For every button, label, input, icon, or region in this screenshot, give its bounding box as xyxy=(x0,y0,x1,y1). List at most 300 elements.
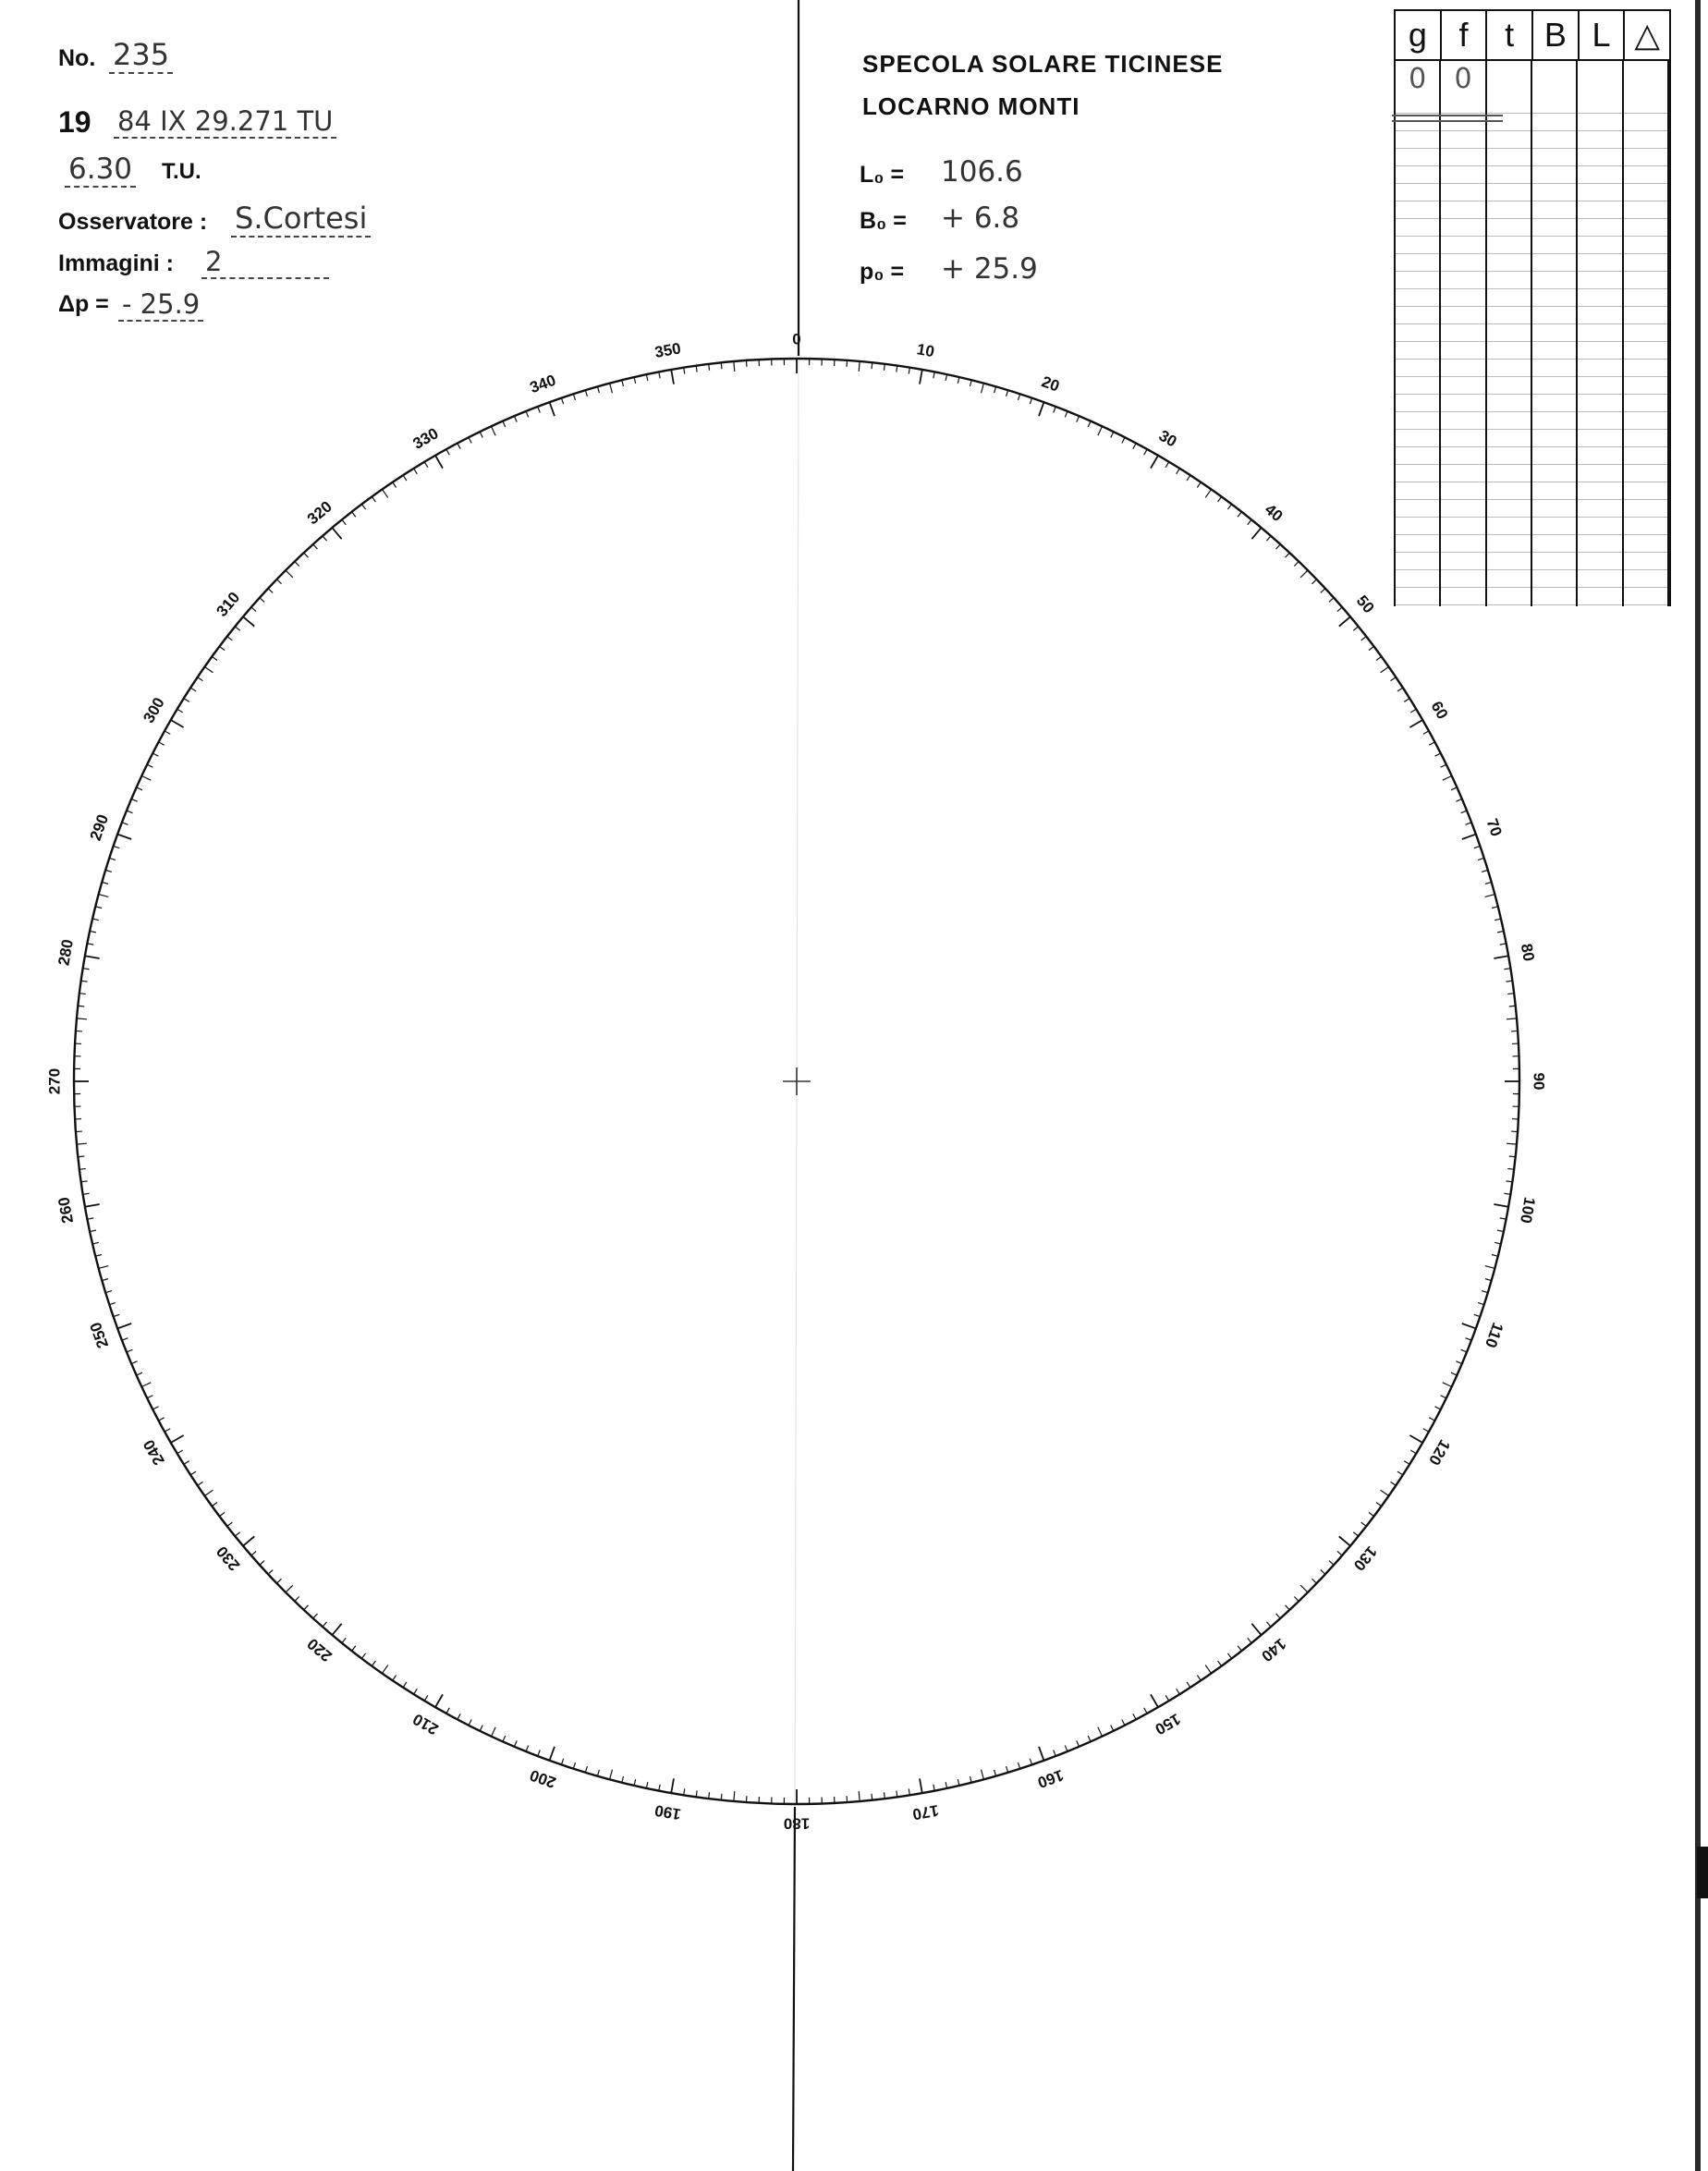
tick-21 xyxy=(1054,407,1056,413)
scan-edge-mark xyxy=(1697,1847,1708,1898)
tick-234 xyxy=(212,1503,217,1506)
tick-135 xyxy=(1300,1585,1308,1592)
tick-165 xyxy=(982,1770,984,1780)
tick-194 xyxy=(622,1776,624,1783)
tick-97 xyxy=(1507,1168,1514,1169)
tick-100 xyxy=(1494,1204,1508,1207)
tick-203 xyxy=(514,1740,517,1746)
angle-label-250: 250 xyxy=(86,1320,113,1351)
angle-label-210: 210 xyxy=(409,1710,442,1738)
number-value[interactable]: 235 xyxy=(109,37,173,74)
tick-313 xyxy=(268,589,273,593)
angle-label-10: 10 xyxy=(915,340,936,361)
angle-label-100: 100 xyxy=(1516,1195,1539,1226)
tick-154 xyxy=(1111,1726,1114,1731)
tick-34 xyxy=(1197,482,1201,488)
tick-211 xyxy=(424,1695,428,1701)
tick-242 xyxy=(159,1418,165,1421)
tick-224 xyxy=(295,1596,299,1601)
tick-37 xyxy=(1227,504,1231,509)
tick-196 xyxy=(597,1770,599,1776)
tick-57 xyxy=(1397,688,1403,691)
tick-40 xyxy=(1251,528,1261,539)
tick-27 xyxy=(1122,437,1125,443)
tick-233 xyxy=(219,1512,225,1516)
tick-46 xyxy=(1312,579,1316,584)
tick-115 xyxy=(1443,1383,1452,1387)
tick-36 xyxy=(1218,496,1222,502)
table-double-rule xyxy=(1392,115,1503,122)
tick-158 xyxy=(1065,1746,1068,1751)
angle-label-270: 270 xyxy=(45,1067,64,1095)
tick-13 xyxy=(958,377,959,384)
tick-144 xyxy=(1218,1661,1222,1666)
angle-label-0: 0 xyxy=(792,330,801,348)
column-l xyxy=(1578,59,1623,606)
tick-151 xyxy=(1144,1708,1147,1714)
angle-label-300: 300 xyxy=(140,694,168,726)
observatory-name: SPECOLA SOLARE TICINESE xyxy=(862,50,1224,78)
tick-129 xyxy=(1353,1532,1358,1536)
tick-141 xyxy=(1248,1638,1251,1642)
tick-69 xyxy=(1466,823,1472,825)
tick-140 xyxy=(1251,1624,1261,1635)
b0-value[interactable]: + 6.8 xyxy=(941,201,1020,235)
tick-67 xyxy=(1456,799,1461,801)
tick-116 xyxy=(1441,1396,1446,1398)
angle-label-80: 80 xyxy=(1517,942,1538,963)
tick-133 xyxy=(1321,1570,1325,1575)
tick-333 xyxy=(469,437,471,443)
tick-325 xyxy=(382,489,387,497)
angle-label-200: 200 xyxy=(527,1765,558,1792)
tick-11 xyxy=(933,372,934,378)
tick-236 xyxy=(198,1482,203,1485)
tick-24 xyxy=(1088,421,1091,427)
header-f: f xyxy=(1442,11,1488,59)
tick-284 xyxy=(95,907,102,909)
tick-288 xyxy=(109,858,116,860)
tick-255 xyxy=(99,1266,109,1269)
tick-193 xyxy=(634,1779,636,1786)
tick-304 xyxy=(198,677,203,681)
tick-85 xyxy=(1507,1018,1517,1019)
table-body xyxy=(1396,59,1669,606)
tick-136 xyxy=(1294,1596,1299,1601)
tick-157 xyxy=(1077,1740,1080,1746)
tick-332 xyxy=(458,444,460,449)
tick-263 xyxy=(79,1168,86,1169)
tick-120 xyxy=(1409,1435,1422,1443)
tick-306 xyxy=(212,656,217,660)
tick-285 xyxy=(99,895,109,897)
tick-123 xyxy=(1397,1471,1403,1475)
tick-164 xyxy=(994,1770,996,1776)
column-delta xyxy=(1624,59,1669,606)
scan-edge xyxy=(1695,0,1701,2171)
tick-128 xyxy=(1361,1522,1367,1526)
angle-label-70: 70 xyxy=(1482,816,1506,839)
observer-value[interactable]: S.Cortesi xyxy=(231,201,371,238)
angle-label-320: 320 xyxy=(303,497,336,529)
tick-175 xyxy=(859,1791,860,1801)
angle-label-30: 30 xyxy=(1155,426,1180,451)
tick-33 xyxy=(1187,475,1190,481)
angle-label-280: 280 xyxy=(55,937,78,968)
tick-53 xyxy=(1369,646,1374,650)
tick-29 xyxy=(1144,449,1147,455)
tick-52 xyxy=(1361,637,1367,640)
tick-301 xyxy=(177,709,183,713)
tick-201 xyxy=(538,1750,541,1757)
tick-232 xyxy=(227,1522,233,1526)
tick-197 xyxy=(585,1766,587,1773)
angle-label-240: 240 xyxy=(140,1436,168,1469)
tick-308 xyxy=(227,637,233,640)
tick-130 xyxy=(1339,1536,1350,1545)
tick-309 xyxy=(235,627,239,630)
tick-163 xyxy=(1006,1766,1008,1773)
tick-73 xyxy=(1482,870,1488,872)
tick-41 xyxy=(1266,536,1271,541)
angle-label-110: 110 xyxy=(1481,1320,1507,1350)
angle-label-340: 340 xyxy=(527,371,558,397)
tick-300 xyxy=(171,720,184,727)
tick-228 xyxy=(260,1561,264,1566)
tick-350 xyxy=(671,370,674,384)
tick-237 xyxy=(190,1471,196,1475)
tick-14 xyxy=(970,380,971,386)
tick-48 xyxy=(1329,598,1334,603)
tick-72 xyxy=(1478,858,1484,860)
tick-353 xyxy=(709,364,710,371)
delta-p-label: Δp = xyxy=(58,291,109,317)
tick-187 xyxy=(709,1792,710,1799)
tick-338 xyxy=(526,411,529,417)
tick-319 xyxy=(323,536,327,541)
tick-198 xyxy=(573,1762,575,1769)
tick-62 xyxy=(1429,742,1434,745)
tick-68 xyxy=(1461,811,1467,813)
tick-111 xyxy=(1466,1338,1472,1341)
tick-61 xyxy=(1423,731,1429,734)
tick-186 xyxy=(721,1794,722,1800)
tick-155 xyxy=(1098,1727,1103,1737)
column-t xyxy=(1487,59,1532,606)
tick-317 xyxy=(304,553,309,557)
tick-118 xyxy=(1429,1418,1434,1421)
tick-282 xyxy=(90,931,96,932)
tick-117 xyxy=(1435,1407,1441,1409)
tick-15 xyxy=(982,384,984,394)
time-value[interactable]: 6.30 xyxy=(65,152,136,188)
tick-321 xyxy=(342,519,346,524)
tick-315 xyxy=(286,570,293,578)
tick-20 xyxy=(1039,402,1043,416)
tick-147 xyxy=(1187,1682,1190,1688)
tick-104 xyxy=(1492,1254,1498,1256)
tick-330 xyxy=(435,456,443,469)
tick-259 xyxy=(87,1218,93,1219)
tick-131 xyxy=(1337,1551,1342,1555)
tick-291 xyxy=(122,823,128,825)
angle-label-60: 60 xyxy=(1427,698,1452,723)
tick-329 xyxy=(424,462,428,468)
tick-22 xyxy=(1065,411,1068,417)
tick-23 xyxy=(1077,416,1080,421)
tick-349 xyxy=(659,372,660,378)
tick-59 xyxy=(1410,709,1416,713)
tick-42 xyxy=(1276,544,1281,549)
tick-337 xyxy=(514,416,517,421)
cell-f-1[interactable]: 0 xyxy=(1454,63,1472,95)
tick-74 xyxy=(1485,882,1492,884)
p0-value[interactable]: + 25.9 xyxy=(941,252,1038,286)
date-year-printed: 19 xyxy=(58,105,92,139)
tick-30 xyxy=(1151,456,1158,469)
tick-95 xyxy=(1507,1143,1517,1144)
tick-344 xyxy=(597,386,599,393)
tick-289 xyxy=(114,846,120,848)
tick-318 xyxy=(313,544,318,549)
l0-value[interactable]: 106.6 xyxy=(941,155,1023,189)
tick-79 xyxy=(1500,944,1507,945)
tick-195 xyxy=(610,1770,613,1780)
tick-265 xyxy=(77,1143,87,1144)
tick-192 xyxy=(646,1782,647,1788)
tick-296 xyxy=(147,764,152,767)
header-b: B xyxy=(1533,11,1580,59)
angle-label-130: 130 xyxy=(1349,1543,1381,1575)
tick-290 xyxy=(117,835,131,839)
tick-55 xyxy=(1381,666,1389,672)
tick-134 xyxy=(1312,1579,1316,1583)
tick-260 xyxy=(85,1204,100,1207)
tick-336 xyxy=(503,421,506,427)
angle-label-190: 190 xyxy=(653,1800,683,1823)
b0-label: B₀ = xyxy=(860,208,907,234)
number-label: No. xyxy=(58,45,96,71)
tick-76 xyxy=(1492,907,1498,909)
tick-199 xyxy=(561,1759,563,1765)
tick-241 xyxy=(165,1429,170,1432)
tick-25 xyxy=(1098,426,1103,435)
tick-121 xyxy=(1410,1450,1416,1454)
tick-43 xyxy=(1286,553,1290,557)
tick-70 xyxy=(1462,835,1476,839)
tick-223 xyxy=(304,1605,309,1610)
tick-17 xyxy=(1006,390,1008,396)
count-table xyxy=(1394,9,1671,606)
angle-label-140: 140 xyxy=(1258,1634,1290,1665)
tick-214 xyxy=(393,1676,396,1681)
tick-229 xyxy=(251,1551,256,1555)
time-label: T.U. xyxy=(162,159,201,184)
tick-204 xyxy=(503,1736,506,1741)
angle-label-330: 330 xyxy=(409,424,442,453)
tick-109 xyxy=(1474,1314,1481,1316)
column-f xyxy=(1441,59,1486,606)
tick-137 xyxy=(1286,1605,1290,1610)
tick-312 xyxy=(260,598,264,603)
tick-348 xyxy=(646,374,647,381)
tick-342 xyxy=(573,394,575,400)
tick-31 xyxy=(1165,462,1169,468)
tick-339 xyxy=(538,407,541,413)
angle-label-20: 20 xyxy=(1039,372,1062,396)
tick-10 xyxy=(920,370,922,384)
tick-119 xyxy=(1423,1429,1429,1432)
tick-314 xyxy=(276,579,281,584)
tick-170 xyxy=(920,1778,922,1793)
tick-160 xyxy=(1039,1747,1043,1761)
p0-label: p₀ = xyxy=(860,259,905,285)
tick-145 xyxy=(1205,1665,1211,1674)
tick-114 xyxy=(1451,1372,1457,1375)
tick-249 xyxy=(122,1338,128,1341)
tick-230 xyxy=(243,1536,254,1545)
tick-106 xyxy=(1485,1279,1492,1281)
delta-p-value[interactable]: - 25.9 xyxy=(118,288,203,322)
tick-56 xyxy=(1391,677,1397,681)
images-label: Immagini : xyxy=(58,250,175,276)
tick-39 xyxy=(1248,519,1251,524)
tick-220 xyxy=(332,1624,341,1635)
tick-215 xyxy=(382,1665,387,1674)
tick-341 xyxy=(561,398,563,405)
angle-label-260: 260 xyxy=(55,1195,78,1226)
tick-153 xyxy=(1122,1720,1125,1726)
tick-58 xyxy=(1404,699,1409,702)
tick-264 xyxy=(78,1156,84,1157)
tick-63 xyxy=(1435,753,1441,756)
tick-102 xyxy=(1497,1230,1504,1231)
angle-label-170: 170 xyxy=(910,1800,941,1823)
tick-143 xyxy=(1227,1653,1231,1659)
tick-218 xyxy=(352,1646,356,1652)
tick-71 xyxy=(1474,846,1481,848)
tick-354 xyxy=(721,362,722,369)
tick-217 xyxy=(361,1653,365,1659)
table-header-row xyxy=(1396,9,1669,61)
angle-label-90: 90 xyxy=(1530,1072,1548,1091)
tick-248 xyxy=(127,1349,132,1352)
tick-124 xyxy=(1391,1482,1397,1485)
tick-297 xyxy=(152,753,158,756)
angle-label-50: 50 xyxy=(1352,592,1378,617)
tick-247 xyxy=(131,1361,137,1364)
column-g xyxy=(1396,59,1441,606)
angle-label-350: 350 xyxy=(653,339,683,362)
tick-5 xyxy=(859,361,860,372)
tick-161 xyxy=(1030,1759,1031,1765)
tick-112 xyxy=(1461,1349,1467,1352)
tick-35 xyxy=(1205,489,1211,497)
tick-142 xyxy=(1238,1646,1241,1652)
header-g: g xyxy=(1396,11,1442,59)
tick-167 xyxy=(958,1779,959,1786)
tick-258 xyxy=(90,1230,96,1231)
tick-299 xyxy=(165,731,170,734)
date-value[interactable]: 84 IX 29.271 TU xyxy=(114,105,336,139)
tick-208 xyxy=(458,1714,460,1719)
tick-156 xyxy=(1088,1736,1091,1741)
tick-340 xyxy=(550,402,555,416)
tick-127 xyxy=(1369,1512,1374,1516)
angle-label-150: 150 xyxy=(1152,1710,1184,1738)
tick-103 xyxy=(1494,1242,1501,1244)
tick-231 xyxy=(235,1532,239,1536)
tick-49 xyxy=(1337,607,1342,612)
tick-303 xyxy=(190,688,196,691)
tick-28 xyxy=(1133,444,1136,449)
cell-g-1[interactable]: 0 xyxy=(1409,63,1427,95)
tick-65 xyxy=(1443,776,1452,781)
tick-239 xyxy=(177,1450,183,1454)
tick-334 xyxy=(480,432,482,437)
tick-283 xyxy=(92,919,99,921)
tick-347 xyxy=(634,377,636,384)
tick-335 xyxy=(492,426,496,435)
header-delta: △ xyxy=(1634,16,1661,54)
tick-310 xyxy=(243,616,254,626)
tick-77 xyxy=(1494,919,1501,921)
tick-245 xyxy=(141,1383,151,1387)
tick-200 xyxy=(550,1747,555,1761)
tick-44 xyxy=(1294,561,1299,566)
tick-50 xyxy=(1339,616,1350,626)
header-t: t xyxy=(1487,11,1533,59)
tick-132 xyxy=(1329,1561,1334,1566)
tick-240 xyxy=(171,1435,184,1443)
tick-257 xyxy=(92,1242,99,1244)
tick-252 xyxy=(109,1302,116,1304)
tick-286 xyxy=(102,882,108,884)
tick-345 xyxy=(610,384,613,394)
tick-166 xyxy=(970,1776,971,1783)
tick-138 xyxy=(1276,1614,1281,1618)
vertical-axis-bottom xyxy=(793,1807,795,2171)
tick-253 xyxy=(105,1291,112,1293)
tick-219 xyxy=(342,1638,346,1642)
images-value[interactable]: 2 xyxy=(201,246,329,279)
tick-149 xyxy=(1165,1695,1169,1701)
tick-216 xyxy=(372,1661,375,1666)
tick-256 xyxy=(95,1254,102,1256)
angle-label-230: 230 xyxy=(213,1543,244,1575)
tick-209 xyxy=(446,1708,449,1714)
tick-107 xyxy=(1482,1291,1488,1293)
angle-label-40: 40 xyxy=(1261,500,1287,526)
tick-322 xyxy=(352,512,356,518)
angle-label-290: 290 xyxy=(86,811,113,843)
tick-311 xyxy=(251,607,256,612)
tick-150 xyxy=(1151,1694,1158,1707)
l0-label: L₀ = xyxy=(860,162,905,188)
tick-302 xyxy=(184,699,189,702)
tick-16 xyxy=(994,386,996,393)
tick-113 xyxy=(1456,1361,1461,1364)
tick-202 xyxy=(526,1746,529,1751)
column-b xyxy=(1532,59,1578,606)
tick-146 xyxy=(1197,1676,1201,1681)
tick-162 xyxy=(1018,1762,1019,1769)
tick-243 xyxy=(152,1407,158,1409)
tick-205 xyxy=(492,1727,496,1737)
tick-75 xyxy=(1485,895,1495,897)
header-l: L xyxy=(1580,11,1626,59)
tick-355 xyxy=(734,361,735,372)
